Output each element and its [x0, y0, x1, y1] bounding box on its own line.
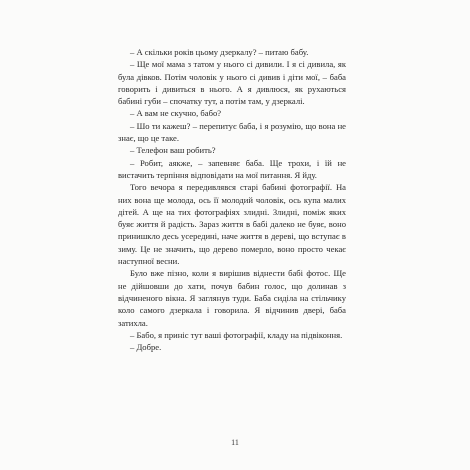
- paragraph: – А вам не скучно, бабо?: [130, 108, 222, 119]
- paragraph: Було вже пізно, коли я вирішив віднести бабі фотос. Ще не дійшовши до хати, почув бабин голос, що долинав з відчиненого вікна. Я заглянув туди. Баба сиділа на стільчику коло самого дзеркала і говорила. Я відчинив двері, баба затихла.: [118, 268, 346, 328]
- paragraph: – Бабо, я приніс тут ваші фотографії, кладу на підвіконня.: [130, 329, 343, 340]
- page-number: 11: [231, 438, 239, 447]
- paragraph: – Добре.: [130, 342, 162, 353]
- body-text: [118, 46, 346, 353]
- paragraph: – Ще мої мама з татом у нього сі дивили. І я сі дивила, як була дівков. Потім чоловік у нього сі дивив і діти мої, – баба говорить і дивиться в нього. А я дивлюся, як рухаються бабині губи – спочатку тут, а потім там, у дзеркалі.: [118, 59, 346, 107]
- paragraph: – А скільки років цьому дзеркалу? – питаю бабу.: [130, 47, 309, 57]
- paragraph: – Шо ти кажеш? – перепитує баба, і я розумію, що вона не знає, що це таке.: [118, 120, 346, 144]
- paragraph: – Телефон ваш робить?: [130, 145, 216, 156]
- paragraph: – Робит, аякже, – запевняє баба. Ще трохи, і їй не вистачить терпіння відповідати на мої питання. Я йду.: [118, 157, 346, 180]
- paragraph: Того вечора я передивлявся старі бабині фотографії. На них вона ще молода, ось її молодий чоловік, ось купа малих дітей. А ще на тих фотографіях злидні. Злидні, поміж яких буяє життя й радість. Зараз життя в бабі далеко не буяє, воно принишкло десь усередині, наче життя в дереві, що вступає в зиму. Це не значить, що дерево померло, воно просто чекає наступної весни.: [118, 182, 346, 267]
